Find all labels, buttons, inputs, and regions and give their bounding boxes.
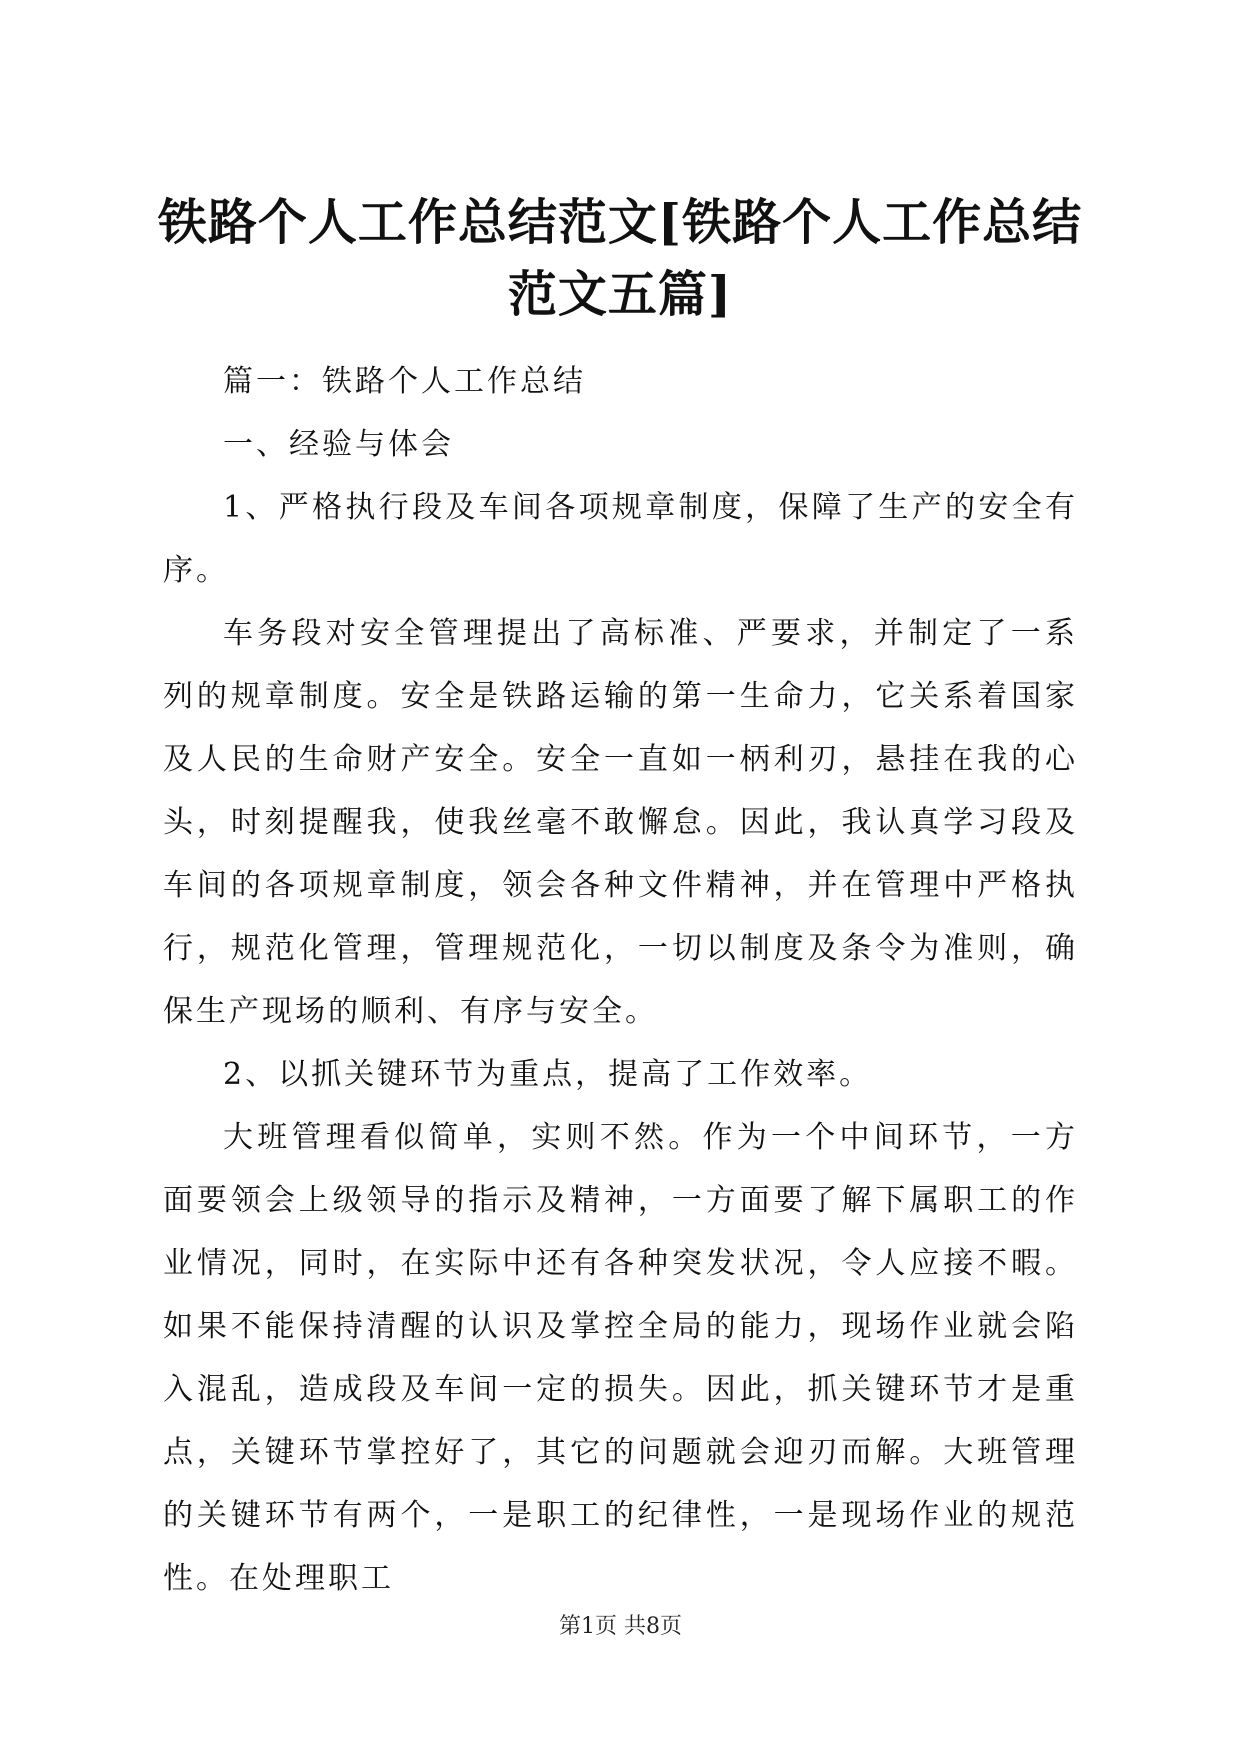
body-paragraph: 车务段对安全管理提出了高标准、严要求，并制定了一系列的规章制度。安全是铁路运输的第一生命力，它关系着国家及人民的生命财产安全。安全一直如一柄利刃，悬挂在我的心头，时刻提醒我，使我丝毫不敢懈怠。因此，我认真学习段及车间的各项规章制度，领会各种文件精神，并在管理中严格执行，规范化管理，管理规范化，一切以制度及条令为准则，确保生产现场的顺利、有序与安全。 xyxy=(163,616,1078,1029)
document-title: 铁路个人工作总结范文[铁路个人工作总结范文五篇] xyxy=(157,193,1083,323)
section-heading: 篇一：铁路个人工作总结 xyxy=(223,364,586,399)
point-heading: 2、以抓关键环节为重点，提高了工作效率。 xyxy=(223,1057,873,1092)
page-number-footer: 第1页 共8页 xyxy=(559,1614,682,1639)
point-heading: 1、严格执行段及车间各项规章制度，保障了生产的安全有序。 xyxy=(163,490,1078,588)
document-body xyxy=(163,350,1078,1610)
body-paragraph: 大班管理看似简单，实则不然。作为一个中间环节，一方面要领会上级领导的指示及精神，一方面要了解下属职工的作业情况，同时，在实际中还有各种突发状况，令人应接不暇。如果不能保持清醒的认识及掌控全局的能力，现场作业就会陷入混乱，造成段及车间一定的损失。因此，抓关键环节才是重点，关键环节掌控好了，其它的问题就会迎刃而解。大班管理的关键环节有两个，一是职工的纪律性，一是现场作业的规范性。在处理职工 xyxy=(163,1120,1078,1596)
subsection-heading: 一、经验与体会 xyxy=(223,427,454,462)
